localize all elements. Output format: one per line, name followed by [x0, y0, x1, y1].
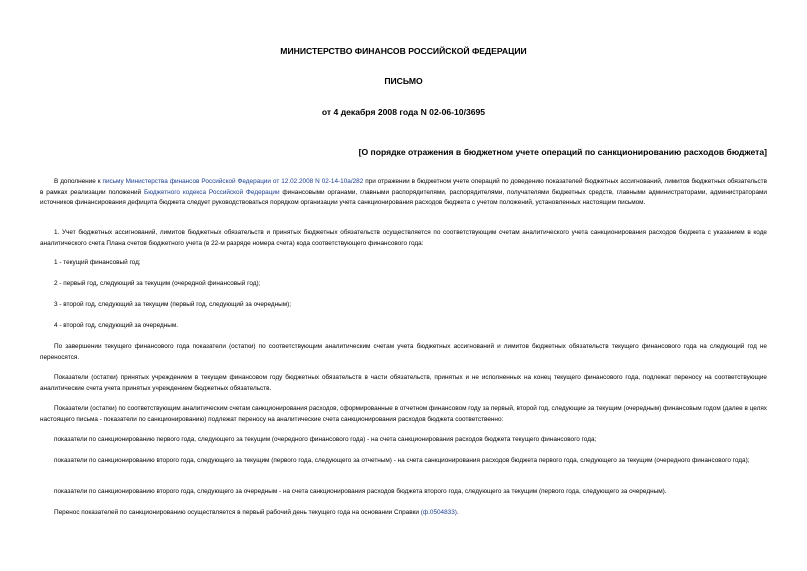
form-link[interactable]: (ф.0504833) — [420, 509, 457, 516]
paragraph-year-end: По завершении текущего финансового года показатели (остатки) по соответствующим аналитическим счетам учета бюджетных ассигнований и лимитов бюджетных обязательств текущего финансового года на следующий год не переносятся. — [40, 343, 767, 361]
list-item-second-after-next: показатели по санкционированию второго года, следующего за очередным - на счета санкционирования расходов бюджета второго года, следующего за текущим (первого года, следующего за очередным). — [54, 488, 667, 495]
paragraph-intro — [40, 177, 767, 209]
ministry-title: МИНИСТЕРСТВО ФИНАНСОВ РОССИЙСКОЙ ФЕДЕРАЦИИ — [280, 46, 527, 56]
paragraph-text: Перенос показателей по санкционированию осуществляется в первый рабочий день текущего года на основании Справки — [54, 509, 421, 516]
paragraph-text: . — [456, 509, 459, 516]
document-type: ПИСЬМО — [384, 76, 423, 86]
paragraph-sanction-indicators: Показатели (остатки) по соответствующим аналитическим счетам санкционирования расходов, сформированные в отчетном финансовом году за первый, второй год, следующие за текущим (очередным) финансовым годом (далее в целях настоящего письма - показатели по санкционированию) подлежат переносу на аналитические счета санкционирования расходов бюджета соответственно: — [40, 405, 767, 423]
list-item-code-1: 1 - текущий финансовый год; — [54, 259, 141, 266]
budget-code-link[interactable]: Бюджетного кодекса Российской Федерации — [144, 188, 280, 196]
paragraph-text: В дополнение к — [54, 178, 103, 185]
document-date-number: от 4 декабря 2008 года N 02-06-10/3695 — [321, 107, 486, 117]
list-item-second-year: показатели по санкционированию второго года, следующего за текущим (первого года, следующего за отчетным) - на счета санкционирования расходов бюджета первого года, следующего за текущим (очередного финансового года); — [54, 457, 750, 464]
list-item-code-4: 4 - второй год, следующий за очередным. — [54, 322, 179, 329]
list-item-code-2: 2 - первый год, следующий за текущим (очередной финансовый год); — [54, 280, 261, 287]
list-item-first-year: показатели по санкционированию первого года, следующего за текущим (очередного финансового года) - на счета санкционирования расходов бюджета текущего финансового года; — [54, 436, 597, 443]
paragraph-text: финансовыми органами, главными распорядителями, распорядителями, получателями бюджетных средств, главными администраторами, администраторами источников финансирования дефицита бюджета следует руководствоваться порядком организации учета санкционирования расходов бюджета с учетом положений, установленных настоящим письмом. — [40, 188, 767, 207]
paragraph-obligations-transfer: Показатели (остатки) принятых учреждением в текущем финансовом году бюджетных обязательств в части обязательств, принятых и не исполненных на конец текущего финансового года, подлежат переносу на соответствующие аналитические счета учета принятых учреждением бюджетных обязательств. — [40, 374, 767, 392]
paragraph-text: при отражении в бюджетном учете операций по доведению показателей бюджетных ассигнований, лимитов бюджетных обязательств в рамках реализации положений — [40, 178, 767, 196]
letter-link[interactable]: письму Министерства финансов Российской Федерации от 12.02.2008 N 02-14-10а/282 — [102, 178, 364, 185]
paragraph-accounting-rule: 1. Учет бюджетных ассигнований, лимитов бюджетных обязательств и принятых бюджетных обязательств осуществляется по соответствующим счетам аналитического учета санкционирования расходов бюджета с указанием в коде аналитического счета Плана счетов бюджетного учета (в 22-м разряде номера счета) кода соответствующего финансового года: — [40, 229, 767, 247]
paragraph-transfer-date — [40, 508, 767, 519]
list-item-code-3: 3 - второй год, следующий за текущим (первый год, следующий за очередным); — [54, 301, 292, 308]
document-subject: [О порядке отражения в бюджетном учете операций по санкционированию расходов бюджета] — [358, 147, 767, 157]
